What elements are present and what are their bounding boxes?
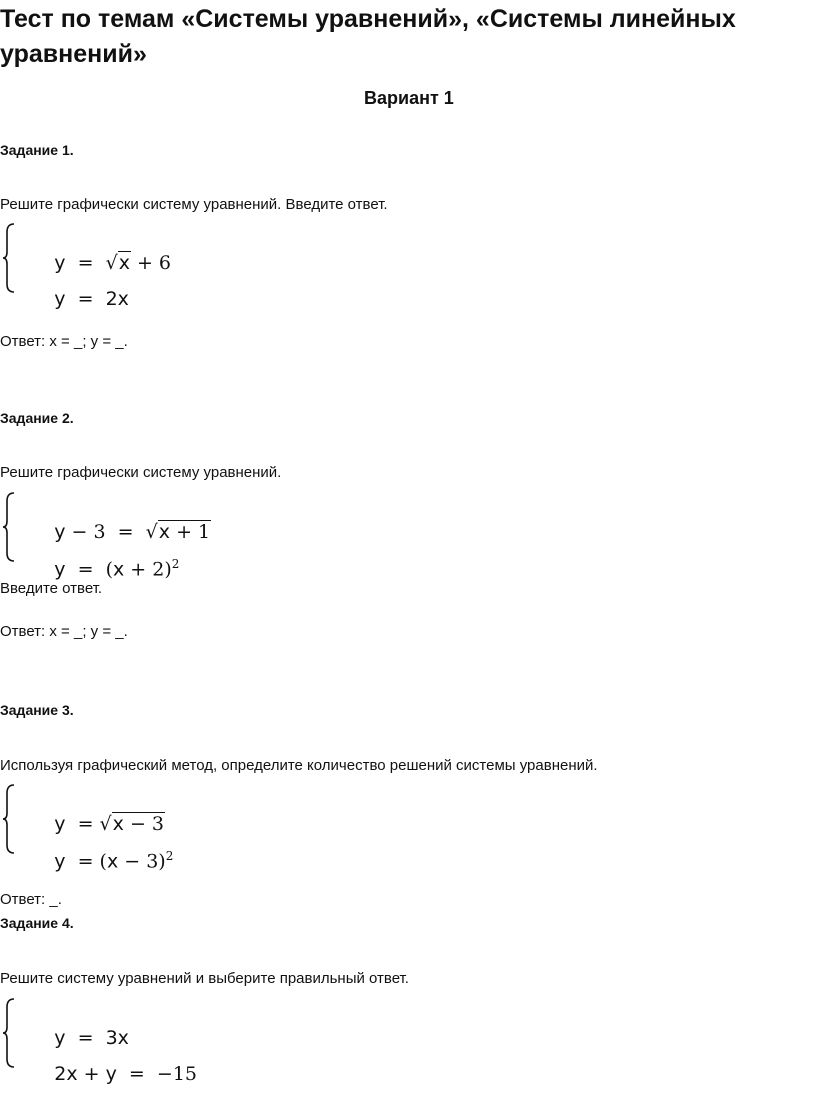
task-2-equation-1: y − 3 = √x + 1 [54, 521, 211, 543]
task-1-answer: Ответ: x = _; y = _. [0, 333, 128, 350]
task-2-answer: Ответ: x = _; y = _. [0, 623, 128, 640]
task-1-equation-1: y = √x + 6 [54, 252, 172, 274]
variant-heading: Вариант 1 [364, 88, 454, 108]
system-brace [2, 997, 16, 1073]
task-2-equation-system [2, 491, 222, 581]
task-4-equation-2: 2x + y = −15 [54, 1063, 198, 1085]
task-1-equation-system [2, 222, 202, 310]
eq-lhs: y [54, 1027, 66, 1049]
eq-lhs: 2x + y [54, 1063, 117, 1085]
task-2-text: Решите графически систему уравнений. [0, 464, 282, 481]
task-3-answer: Ответ: _. [0, 891, 62, 908]
sqrt-expression: √x [105, 252, 130, 274]
task-1-equation-2: y = 2x [54, 288, 129, 310]
task-4-equation-1: y = 3x [54, 1027, 129, 1049]
sqrt-expression: √x − 3 [99, 813, 164, 835]
system-brace [2, 491, 16, 567]
system-brace [2, 222, 16, 298]
task-3-equation-2: $y = (x - 3)^2$ [54, 849, 174, 873]
task-1-heading: Задание 1. [0, 142, 74, 158]
eq-rhs: 2x [105, 288, 129, 310]
eq-rhs: −15 [156, 1063, 198, 1085]
page-title: Тест по темам «Системы уравнений», «Системы линейных уравнений» [0, 5, 736, 68]
eq-rhs: 3x [105, 1027, 129, 1049]
system-brace [2, 783, 16, 859]
task-3-equation-1: y = √x − 3 [54, 813, 164, 835]
task-4-text: Решите систему уравнений и выберите правильный ответ. [0, 970, 409, 987]
task-3-heading: Задание 3. [0, 702, 74, 718]
task-4-heading: Задание 4. [0, 915, 74, 931]
task-3-equation-system [2, 783, 202, 873]
eq-lhs: y [54, 288, 66, 310]
task-2-text-2: Введите ответ. [0, 580, 103, 597]
task-1-text: Решите графически систему уравнений. Введите ответ. [0, 196, 388, 213]
task-2-equation-2: $y = (x + 2)^2$ [54, 557, 180, 581]
eq-lhs: y [54, 252, 66, 274]
task-4-equation-system [2, 997, 222, 1085]
sqrt-expression: √x + 1 [145, 521, 211, 543]
task-2-heading: Задание 2. [0, 410, 74, 426]
task-3-text: Используя графический метод, определите количество решений системы уравнений. [0, 757, 598, 774]
